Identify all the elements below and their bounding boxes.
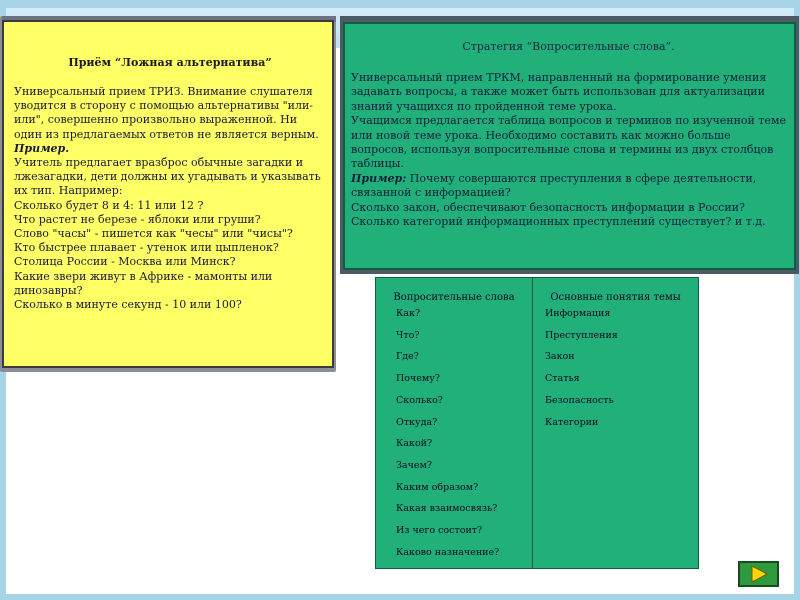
table-cell: Что? bbox=[396, 329, 420, 341]
left-card-title: Приём “Ложная альтернатива” bbox=[68, 56, 272, 69]
table-cell: Где? bbox=[396, 351, 419, 363]
right-card-example bbox=[351, 172, 786, 201]
left-card-body bbox=[14, 85, 326, 312]
right-card-question-2: Сколько закон, обеспечивают безопасность информации в России? bbox=[351, 200, 745, 214]
right-card-title: Стратегия “Вопросительные слова”. bbox=[462, 40, 675, 53]
table-column-key-concepts bbox=[533, 308, 698, 568]
left-card-line: Учитель предлагает вразброс обычные загадки и лжезагадки, дети должны их угадывать и указывать их тип. Например: bbox=[14, 156, 321, 198]
question-words-table bbox=[375, 277, 699, 569]
left-card-intro: Универсальный прием ТРИЗ. Внимание слушателя уводится в сторону с помощью альтернативы "или-или", совершенно произвольно выраженной. Ни один из предлагаемых ответов не является верным. bbox=[14, 85, 319, 141]
right-card-paragraph-2: Учащимся предлагается таблица вопросов и терминов по изученной теме или новой теме урока. Необходимо составить как можно больше вопросов, используя вопросительные слова и термины из двух столбцов таблицы. bbox=[351, 114, 787, 171]
table-cell: Категории bbox=[545, 416, 599, 428]
left-card-line: Сколько будет 8 и 4: 11 или 12 ? bbox=[14, 198, 204, 212]
table-cell: Каково назначение? bbox=[396, 546, 500, 558]
table-cell: Зачем? bbox=[396, 459, 432, 471]
table-cell: Информация bbox=[545, 308, 611, 319]
right-card-example-label: Пример: bbox=[351, 171, 407, 185]
left-card-example-label: Пример. bbox=[14, 141, 70, 155]
table-cell: Каким образом? bbox=[396, 481, 479, 493]
left-card bbox=[2, 20, 334, 368]
table-cell: Как? bbox=[396, 308, 421, 319]
table-cell: Почему? bbox=[396, 373, 440, 385]
left-card-line: Столица России - Москва или Минск? bbox=[14, 255, 236, 269]
table-cell: Безопасность bbox=[545, 394, 614, 406]
left-card-line: Что растет не березе - яблоки или груши? bbox=[14, 212, 261, 226]
table-header-question-words: Вопросительные слова bbox=[376, 278, 533, 308]
right-card-paragraph-1: Универсальный прием ТРКМ, направленный на формирование умения задавать вопросы, а также может быть использован для актуализации знаний учащихся по пройденной теме урока. bbox=[351, 71, 767, 113]
table-cell: Преступления bbox=[545, 329, 618, 341]
table-cell: Из чего состоит? bbox=[396, 525, 483, 536]
next-slide-button[interactable] bbox=[738, 561, 779, 587]
table-cell: Какая взаимосвязь? bbox=[396, 503, 498, 515]
left-card-line: Кто быстрее плавает - утенок или цыпленок? bbox=[14, 241, 279, 255]
table-cell: Откуда? bbox=[396, 416, 438, 428]
left-card-line: Какие звери живут в Африке - мамонты или динозавры? bbox=[14, 269, 273, 297]
right-card-example-text: Почему совершаются преступления в сфере деятельности, связанной с информацией? bbox=[351, 171, 757, 200]
table-header-key-concepts: Основные понятия темы bbox=[550, 292, 681, 303]
table-column-question-words bbox=[376, 308, 533, 568]
triangle-right-icon bbox=[740, 563, 777, 585]
right-card-question-3: Сколько категорий информационных преступлений существует? и т.д. bbox=[351, 215, 766, 229]
left-card-line: Сколько в минуте секунд - 10 или 100? bbox=[14, 298, 242, 312]
left-card-line: Слово "часы" - пишется как "чесы" или "чисы"? bbox=[14, 227, 293, 241]
table-cell: Сколько? bbox=[396, 394, 443, 406]
right-card bbox=[343, 22, 796, 270]
table-cell: Закон bbox=[545, 351, 575, 363]
left-card-lines bbox=[14, 156, 326, 312]
table-cell: Статья bbox=[545, 373, 580, 385]
right-card-body bbox=[351, 71, 786, 229]
table-cell: Какой? bbox=[396, 438, 433, 450]
